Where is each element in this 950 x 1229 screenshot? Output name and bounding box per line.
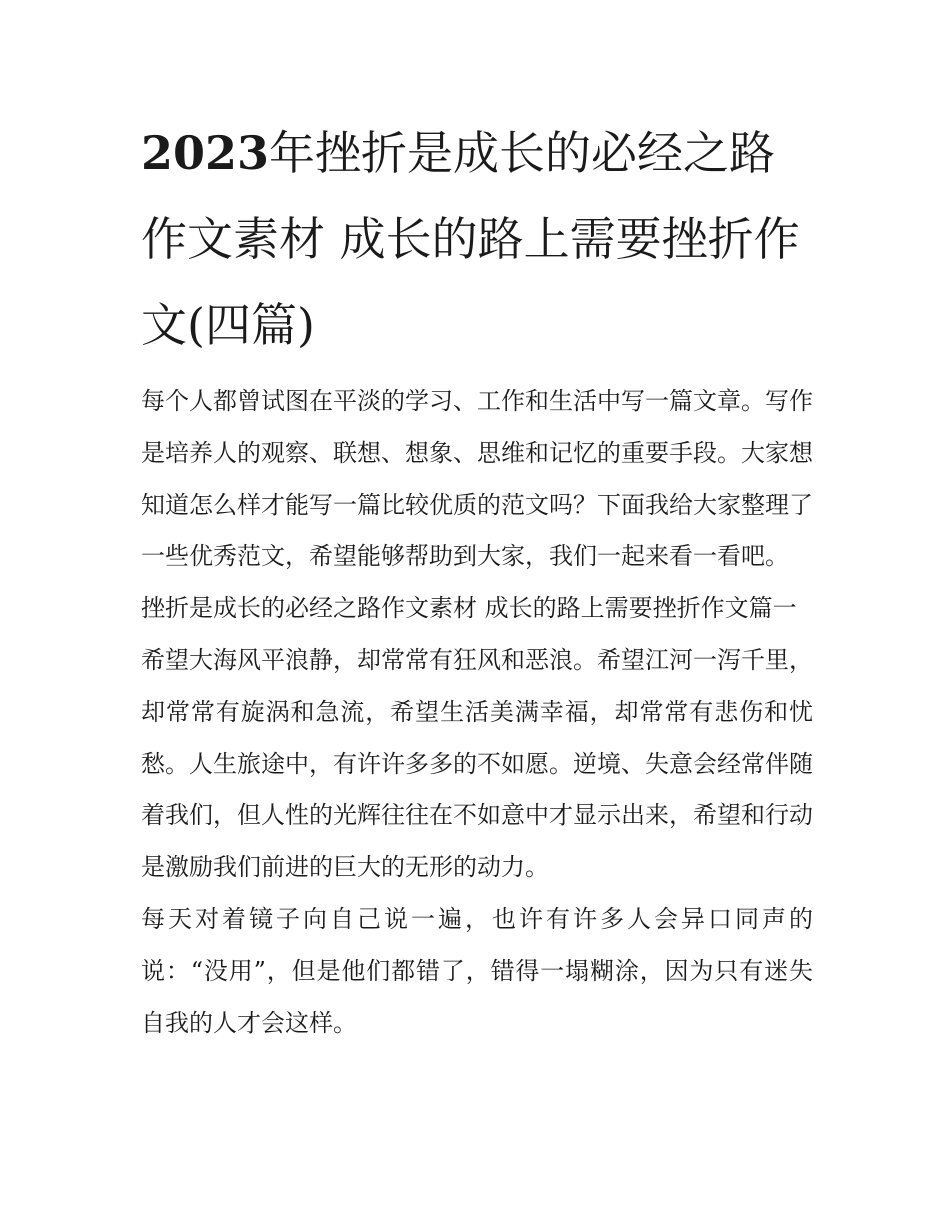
body-paragraph: 每天对着镜子向自己说一遍，也许有许多人会异口同声的说：“没用”，但是他们都错了，错得一塌糊涂，因为只有迷失自我的人才会这样。 xyxy=(141,904,813,1037)
intro-paragraph: 每个人都曾试图在平淡的学习、工作和生活中写一篇文章。写作是培养人的观察、联想、想象、思维和记忆的重要手段。大家想知道怎么样才能写一篇比较优质的范文吗？下面我给大家整理了一些优秀范文，希望能够帮助到大家，我们一起来看一看吧。 xyxy=(141,387,813,571)
document-content xyxy=(141,110,813,1049)
title-year: 2023 xyxy=(141,126,270,180)
document-title xyxy=(141,110,813,368)
title-text: 年挫折是成长的必经之路作文素材 成长的路上需要挫折作文(四篇) xyxy=(141,126,800,352)
section-heading: 挫折是成长的必经之路作文素材 成长的路上需要挫折作文篇一 xyxy=(141,594,797,623)
body-paragraph: 希望大海风平浪静，却常常有狂风和恶浪。希望江河一泻千里，却常常有旋涡和急流，希望生活美满幸福，却常常有悲伤和忧愁。人生旅途中，有许许多多的不如愿。逆境、失意会经常伴随着我们，但人性的光辉往往在不如意中才显示出来，希望和行动是激励我们前进的巨大的无形的动力。 xyxy=(141,645,813,882)
